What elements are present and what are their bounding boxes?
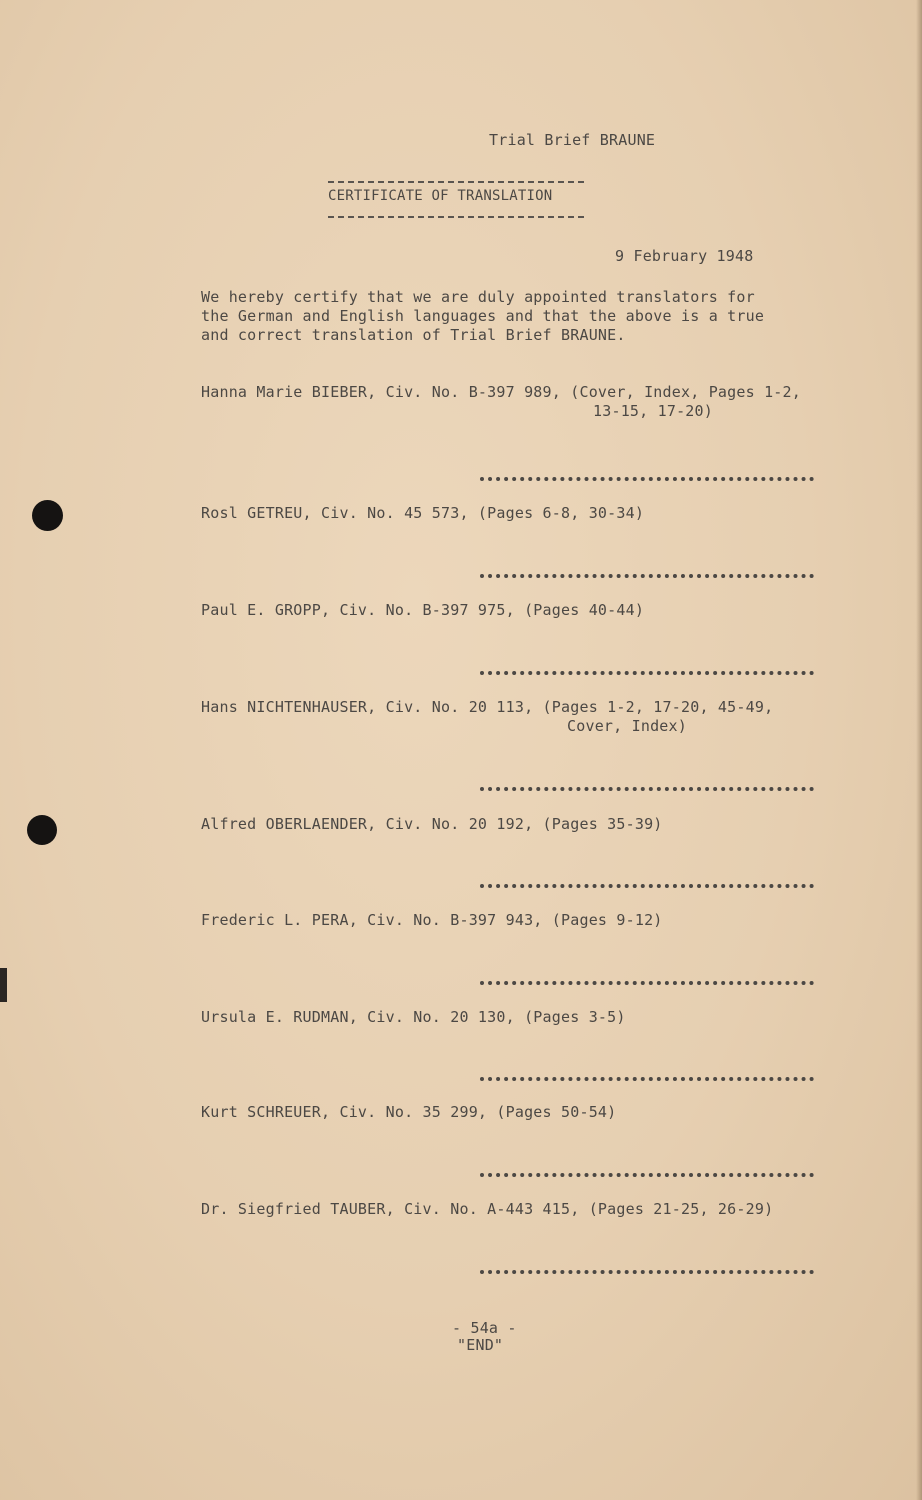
end-mark: "END" <box>457 1336 504 1354</box>
translator-line-continued: 13-15, 17-20) <box>593 402 713 420</box>
title-rule-top <box>328 181 584 183</box>
document-date: 9 February 1948 <box>615 247 754 265</box>
title-rule-bottom <box>328 216 584 218</box>
translator-line: Alfred OBERLAENDER, Civ. No. 20 192, (Pages 35-39) <box>201 815 663 833</box>
certification-line: the German and English languages and that the above is a true <box>201 307 765 325</box>
translator-line: Kurt SCHREUER, Civ. No. 35 299, (Pages 50-54) <box>201 1103 617 1121</box>
punch-hole-lower <box>27 815 57 845</box>
translator-line: Hans NICHTENHAUSER, Civ. No. 20 113, (Pages 1-2, 17-20, 45-49, <box>201 698 774 716</box>
signature-line <box>480 477 814 481</box>
document-title: CERTIFICATE OF TRANSLATION <box>328 188 553 204</box>
translator-line: Hanna Marie BIEBER, Civ. No. B-397 989, (Cover, Index, Pages 1-2, <box>201 383 801 401</box>
translator-line: Rosl GETREU, Civ. No. 45 573, (Pages 6-8, 30-34) <box>201 504 645 522</box>
signature-line <box>480 981 814 985</box>
punch-hole-upper <box>32 500 63 531</box>
signature-line <box>480 1173 814 1177</box>
signature-line <box>480 1077 814 1081</box>
certification-line: and correct translation of Trial Brief BRAUNE. <box>201 326 626 344</box>
translator-line: Paul E. GROPP, Civ. No. B-397 975, (Pages 40-44) <box>201 601 645 619</box>
signature-line <box>480 884 814 888</box>
document-header: Trial Brief BRAUNE <box>489 131 656 149</box>
signature-line <box>480 787 814 791</box>
binding-edge-mark <box>0 968 7 1002</box>
translator-line: Ursula E. RUDMAN, Civ. No. 20 130, (Pages 3-5) <box>201 1008 626 1026</box>
page-number: - 54a - <box>452 1319 517 1337</box>
certification-line: We hereby certify that we are duly appointed translators for <box>201 288 755 306</box>
translator-line: Dr. Siegfried TAUBER, Civ. No. A-443 415, (Pages 21-25, 26-29) <box>201 1200 774 1218</box>
translator-line-continued: Cover, Index) <box>567 717 687 735</box>
signature-line <box>480 574 814 578</box>
signature-line <box>480 1270 814 1274</box>
signature-line <box>480 671 814 675</box>
translator-line: Frederic L. PERA, Civ. No. B-397 943, (Pages 9-12) <box>201 911 663 929</box>
